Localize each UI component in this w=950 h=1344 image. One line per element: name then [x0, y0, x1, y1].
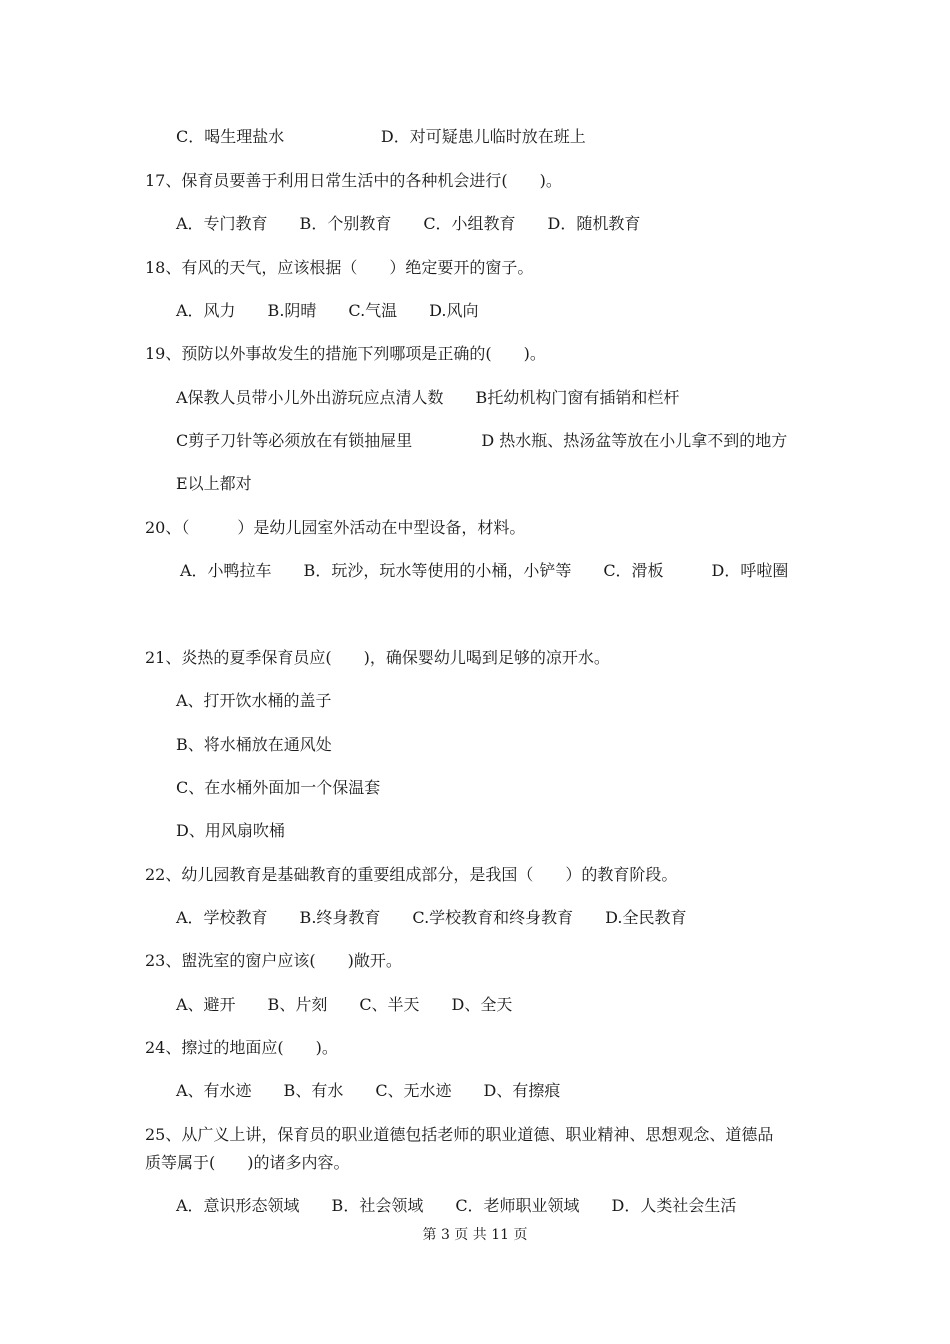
- option-line: A、避开 B、片刻 C、半天 D、全天: [176, 995, 513, 1014]
- question-17: 17、保育员要善于利用日常生活中的各种机会进行( )。: [145, 171, 562, 190]
- option-line: A．专门教育 B．个别教育 C．小组教育 D．随机教育: [176, 214, 641, 233]
- question-21: 21、炎热的夏季保育员应( )，确保婴幼儿喝到足够的凉开水。: [145, 648, 610, 667]
- question-25-continued: 质等属于( )的诸多内容。: [145, 1153, 350, 1172]
- option-line: D、用风扇吹桶: [176, 821, 285, 840]
- option-line: A．意识形态领域 B．社会领域 C．老师职业领域 D．人类社会生活: [176, 1196, 737, 1215]
- question-18: 18、有风的天气，应该根据（ ）绝定要开的窗子。: [145, 258, 534, 277]
- question-22: 22、幼儿园教育是基础教育的重要组成部分，是我国（ ）的教育阶段。: [145, 865, 678, 884]
- page-number-footer: 第 3 页 共 11 页: [422, 1227, 528, 1243]
- option-line: A、有水迹 B、有水 C、无水迹 D、有擦痕: [176, 1081, 561, 1100]
- question-20: 20、（ ）是幼儿园室外活动在中型设备，材料。: [145, 518, 526, 537]
- option-line: A保教人员带小儿外出游玩应点清人数 B托幼机构门窗有插销和栏杆: [176, 388, 680, 407]
- question-24: 24、擦过的地面应( )。: [145, 1038, 338, 1057]
- option-line: B、将水桶放在通风处: [176, 735, 332, 754]
- option-line: A．小鸭拉车 B．玩沙，玩水等使用的小桶，小铲等 C．滑板 D．呼啦圈: [180, 561, 789, 580]
- option-line: A、打开饮水桶的盖子: [176, 691, 332, 710]
- option-line: C．喝生理盐水 D．对可疑患儿临时放在班上: [176, 127, 586, 146]
- question-19: 19、预防以外事故发生的措施下列哪项是正确的( )。: [145, 344, 546, 363]
- option-line: A．学校教育 B.终身教育 C.学校教育和终身教育 D.全民教育: [176, 908, 687, 927]
- option-line: E以上都对: [176, 474, 252, 493]
- question-23: 23、盥洗室的窗户应该( )敞开。: [145, 951, 402, 970]
- option-line: C剪子刀针等必须放在有锁抽屉里 D 热水瓶、热汤盆等放在小儿拿不到的地方: [176, 431, 788, 450]
- option-line: C、在水桶外面加一个保温套: [176, 778, 381, 797]
- question-25: 25、从广义上讲，保育员的职业道德包括老师的职业道德、职业精神、思想观念、道德品: [145, 1125, 774, 1144]
- option-line: A．风力 B.阴晴 C.气温 D.风向: [176, 301, 479, 320]
